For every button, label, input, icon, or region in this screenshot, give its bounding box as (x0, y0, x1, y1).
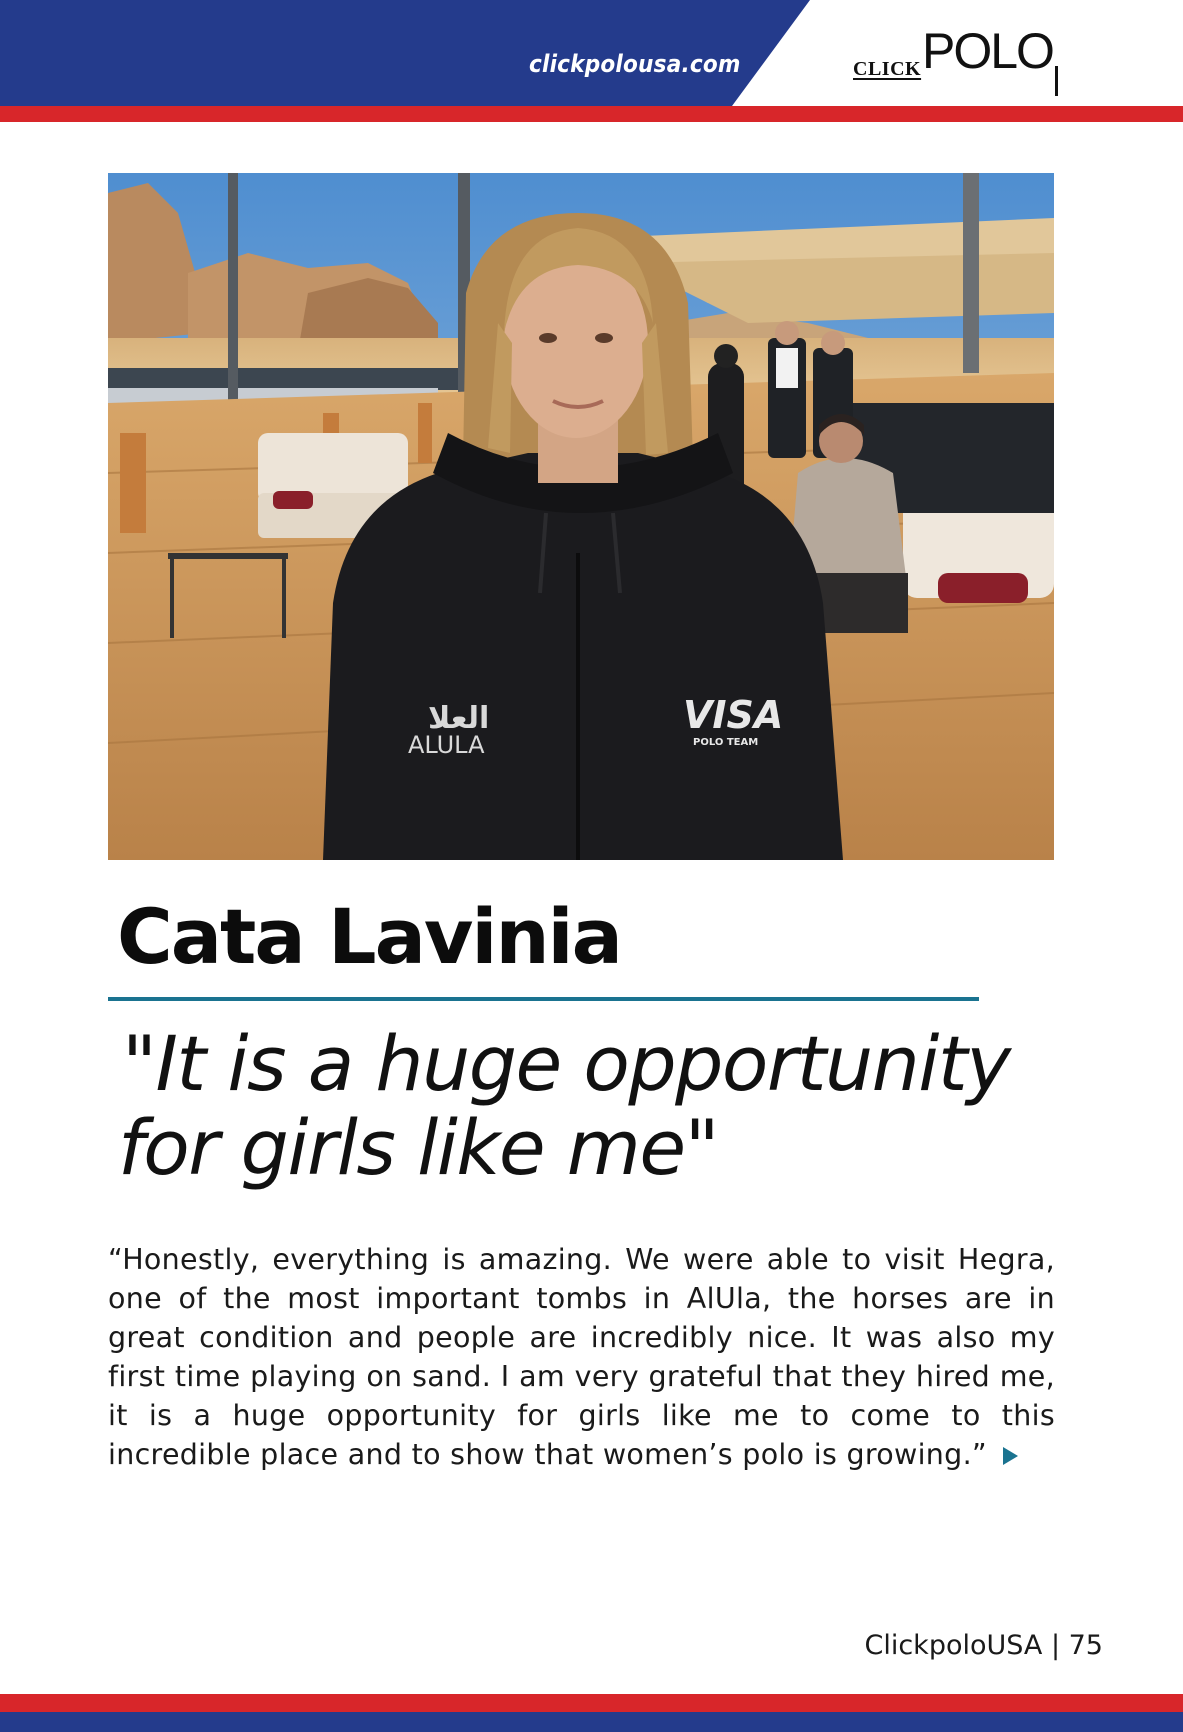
page-header (0, 0, 1183, 123)
page-number-label: ClickpoloUSA | 75 (864, 1630, 1103, 1661)
logo-click-text: CLICK (853, 58, 922, 80)
jacket-polo-team-text: POLO TEAM (693, 737, 759, 748)
article-body-text: “Honestly, everything is amazing. We were able to visit Hegra, one of the most important tombs in AlUla, the horses are in great condition and people are incredibly nice. It was also my first time playing on sand. I am very grateful that they hired me, it is a huge opportunity for girls like me to come to this incredible place and to show that women’s polo is growing.” (108, 1243, 1055, 1471)
footer-blue-stripe (0, 1712, 1183, 1732)
title-divider (108, 997, 979, 1001)
site-url-link[interactable]: clickpolousa.com (529, 50, 741, 78)
portrait-photo-illustration (108, 173, 1054, 860)
portrait-photo (108, 173, 1054, 860)
end-of-article-icon (1003, 1447, 1018, 1465)
clickpolo-logo[interactable] (853, 23, 1063, 96)
jacket-alula-arabic: العلا (428, 701, 490, 736)
logo-polo-text: POLO (922, 23, 1053, 79)
jacket-alula-text: ALULA (408, 731, 485, 759)
footer-red-stripe (0, 1694, 1183, 1712)
player-name-heading: Cata Lavinia (117, 892, 621, 981)
article-body (108, 1240, 1055, 1474)
jacket-visa-text: VISA (683, 693, 784, 737)
pull-quote-line-1: "It is a huge opportunity (122, 1019, 1010, 1108)
pull-quote-line-2: for girls like me" (118, 1103, 719, 1192)
pull-quote (118, 1019, 1082, 1192)
logo-tick-mark (1055, 66, 1058, 96)
